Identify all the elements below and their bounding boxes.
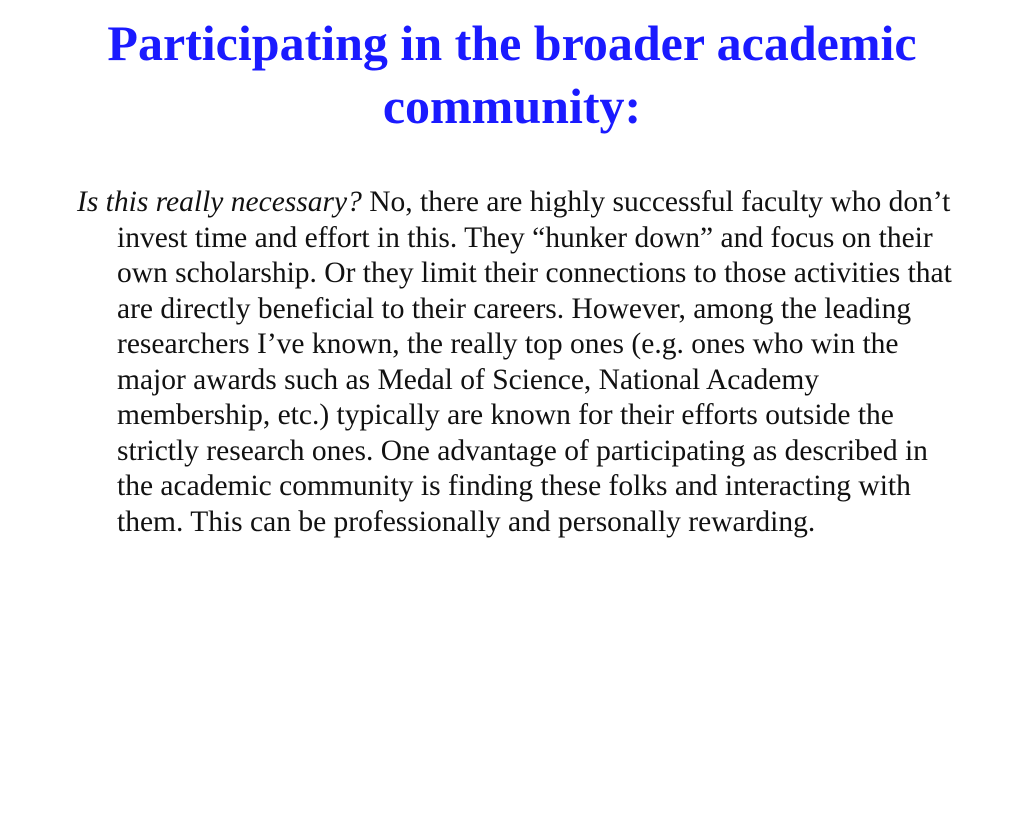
paragraph-text: No, there are highly successful faculty who don’t invest time and effort in this. They “hunker down” and focus on their own scholarship. Or they limit their connections to those activities that are directly beneficial to their careers. However, among the leading researchers I’ve known, the really top ones (e.g. ones who win the major awards such as Medal of Science, National Academy membership, etc.) typically are known for their efforts outside the strictly research ones. One advantage of participating as described in the academic community is finding these folks and interacting with them. This can be professionally and personally rewarding. <box>117 186 952 538</box>
slide-title: Participating in the broader academic community: <box>107 15 917 134</box>
body-paragraph <box>77 185 967 540</box>
lead-question: Is this really necessary? <box>77 186 362 218</box>
